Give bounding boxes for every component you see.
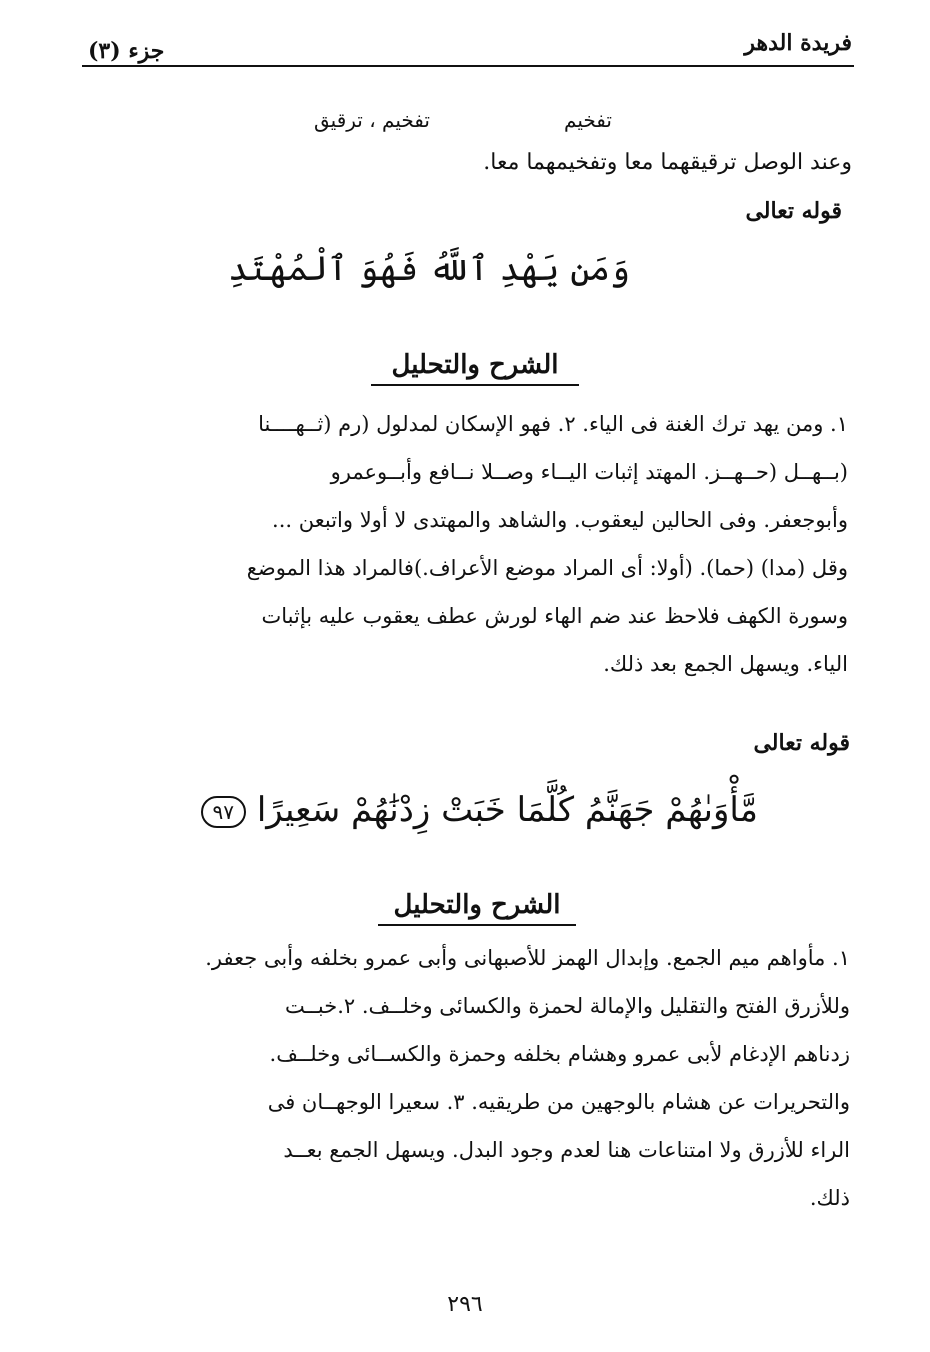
intro-line: وعند الوصل ترقيقهما معا وتفخيمهما معا. <box>483 150 852 175</box>
quran-verse-2-text: مَّأْوَىٰهُمْ جَهَنَّمُ كُلَّمَا خَبَتْ زِدْنَٰهُمْ سَعِيرًا <box>256 790 758 830</box>
commentary-1 <box>108 400 848 688</box>
section-title-1 <box>385 350 565 380</box>
running-header-title: فريدة الدهر <box>744 30 852 56</box>
section-title-1-text: الشرح والتحليل <box>391 350 559 380</box>
section-title-2 <box>392 890 562 920</box>
qawluhu-heading-1: قوله تعالى <box>745 198 842 224</box>
running-header-part: جزء (٣) <box>88 38 165 64</box>
quran-verse-1: وَمَن يَهْدِ ٱللَّهُ فَهُوَ ٱلْمُهْتَدِ <box>228 249 630 289</box>
commentary-1-line: وأبوجعفر. وفى الحالين ليعقوب. والشاهد والمهتدى لا أولا واتبعن ... <box>272 508 848 532</box>
commentary-1-line: وقل (مدا) (حما). (أولا: أى المراد موضع الأعراف.)فالمراد هذا الموضع <box>246 556 848 580</box>
ayah-number-badge: ٩٧ <box>201 796 246 828</box>
commentary-2-line: الراء للأزرق ولا امتناعات هنا لعدم وجود البدل. ويسهل الجمع بعــد <box>283 1138 850 1162</box>
mark-tafkhim: تفخيم <box>564 108 612 132</box>
commentary-2-line: والتحريرات عن هشام بالوجهين من طريقيه. ٣. سعيرا الوجهــان فى <box>267 1090 850 1114</box>
qawluhu-heading-2: قوله تعالى <box>753 730 850 756</box>
page-number: ٢٩٦ <box>447 1292 483 1317</box>
section-title-2-text: الشرح والتحليل <box>393 890 561 920</box>
commentary-2-line: ١. مأواهم ميم الجمع. وإبدال الهمز للأصبهانى وأبى عمرو بخلفه وأبى جعفر. <box>205 946 850 970</box>
header-rule <box>82 65 854 67</box>
commentary-1-line: (بــهــل (حــهــز. المهتد إثبات اليــاء وصــلا نــافع وأبــوعمرو <box>330 460 848 484</box>
commentary-2 <box>112 934 850 1222</box>
section-title-1-underline <box>371 384 579 386</box>
commentary-2-line: ذلك. <box>809 1186 850 1210</box>
commentary-1-line: الياء. ويسهل الجمع بعد ذلك. <box>603 652 848 676</box>
section-title-2-underline <box>378 924 576 926</box>
commentary-2-line: وللأزرق الفتح والتقليل والإمالة لحمزة والكسائى وخلــف. ٢.خبــت <box>284 994 850 1018</box>
quran-verse-2 <box>212 790 758 830</box>
commentary-2-line: زدناهم الإدغام لأبى عمرو وهشام بخلفه وحمزة والكســائى وخلــف. <box>269 1042 850 1066</box>
commentary-1-line: ١. ومن يهد ترك الغنة فى الياء. ٢. فهو الإسكان لمدلول (رم (ثــهــــنا <box>258 412 848 436</box>
mark-tafkhim-tarqiq: تفخيم ، ترقيق <box>314 108 430 132</box>
commentary-1-line: وسورة الكهف فلاحظ عند ضم الهاء لورش عطف يعقوب عليه بإثبات <box>261 604 848 628</box>
